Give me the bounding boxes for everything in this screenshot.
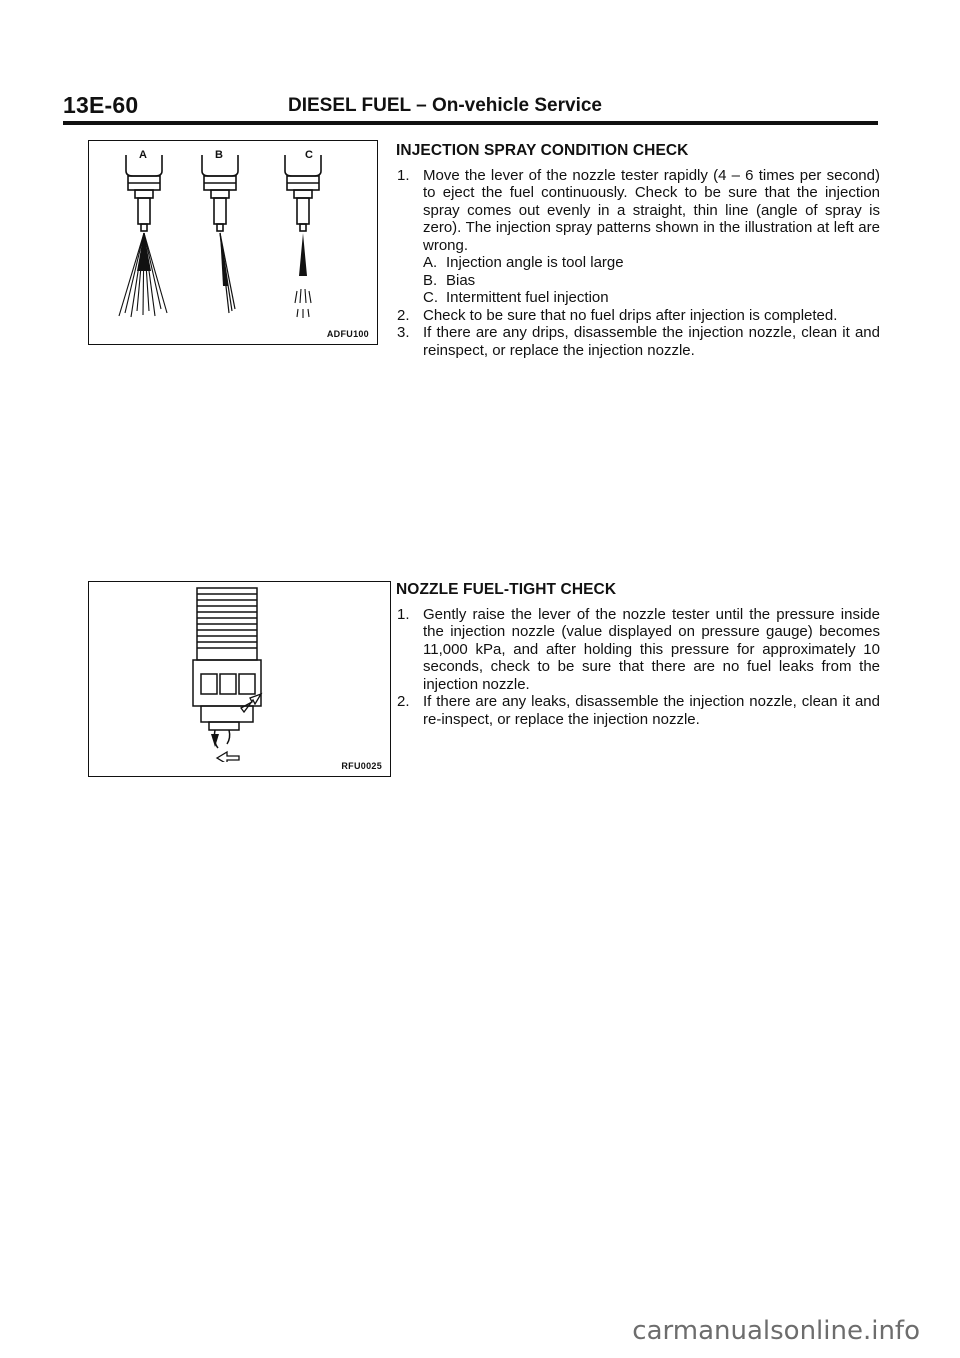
figure-label-b: B [215, 149, 223, 161]
figure-label-c: C [305, 149, 313, 161]
item-number: 1. [397, 605, 410, 623]
sub-item-label: A. [423, 254, 438, 271]
figure-label-a: A [139, 149, 147, 161]
list-item [396, 307, 880, 325]
list-item [396, 693, 880, 728]
item-number: 1. [397, 166, 410, 184]
item-number: 2. [397, 306, 410, 324]
figure-code: ADFU100 [326, 329, 369, 339]
section-heading: INJECTION SPRAY CONDITION CHECK [396, 142, 689, 159]
sub-item-label: B. [423, 271, 438, 289]
page-number: 13E-60 [63, 92, 139, 118]
figure-code: RFU0025 [341, 761, 382, 771]
sub-item-text: Intermittent fuel injection [446, 289, 609, 306]
item-number: 2. [397, 693, 410, 710]
list-item [396, 324, 880, 359]
list-item [396, 167, 880, 307]
item-text: Move the lever of the nozzle tester rapidly (4 – 6 times per second) to eject the fuel continuously. Check to be sure that the injection spray comes out evenly in a straight, thin line (angle of spray is zero). The injection spray patterns shown in the illustration at left are wrong. [423, 166, 880, 254]
sub-item-text: Bias [446, 271, 476, 289]
nozzle-leak-figure [88, 581, 391, 777]
sub-item [423, 254, 880, 272]
item-text: Check to be sure that no fuel drips after injection is completed. [423, 306, 838, 324]
item-number: 3. [397, 324, 410, 341]
sub-item-text: Injection angle is tool large [446, 254, 624, 271]
nozzle-spray-drawing [89, 141, 376, 326]
watermark: carmanualsonline.info [632, 1316, 920, 1346]
injection-spray-section [396, 142, 880, 359]
item-text: Gently raise the lever of the nozzle tester until the pressure inside the injection nozzle (value displayed on pressure gauge) becomes 11,000 kPa, and after holding this pressure for approximately 10 seconds, check to be sure that there are no fuel leaks from the injection nozzle. [423, 605, 880, 693]
list-item [396, 606, 880, 694]
spray-pattern-figure [88, 140, 378, 345]
item-text: If there are any drips, disassemble the injection nozzle, clean it and reinspect, or replace the injection nozzle. [423, 324, 880, 359]
sub-item [423, 289, 880, 307]
nozzle-body-drawing [89, 582, 389, 762]
page-title: DIESEL FUEL – On-vehicle Service [288, 95, 602, 116]
sub-item-label: C. [423, 289, 438, 306]
item-text: If there are any leaks, disassemble the injection nozzle, clean it and re-inspect, or replace the injection nozzle. [423, 693, 880, 728]
section-heading: NOZZLE FUEL-TIGHT CHECK [396, 581, 617, 598]
nozzle-fuel-tight-section [396, 581, 880, 728]
header-rule [63, 121, 878, 125]
sub-item [423, 272, 880, 290]
